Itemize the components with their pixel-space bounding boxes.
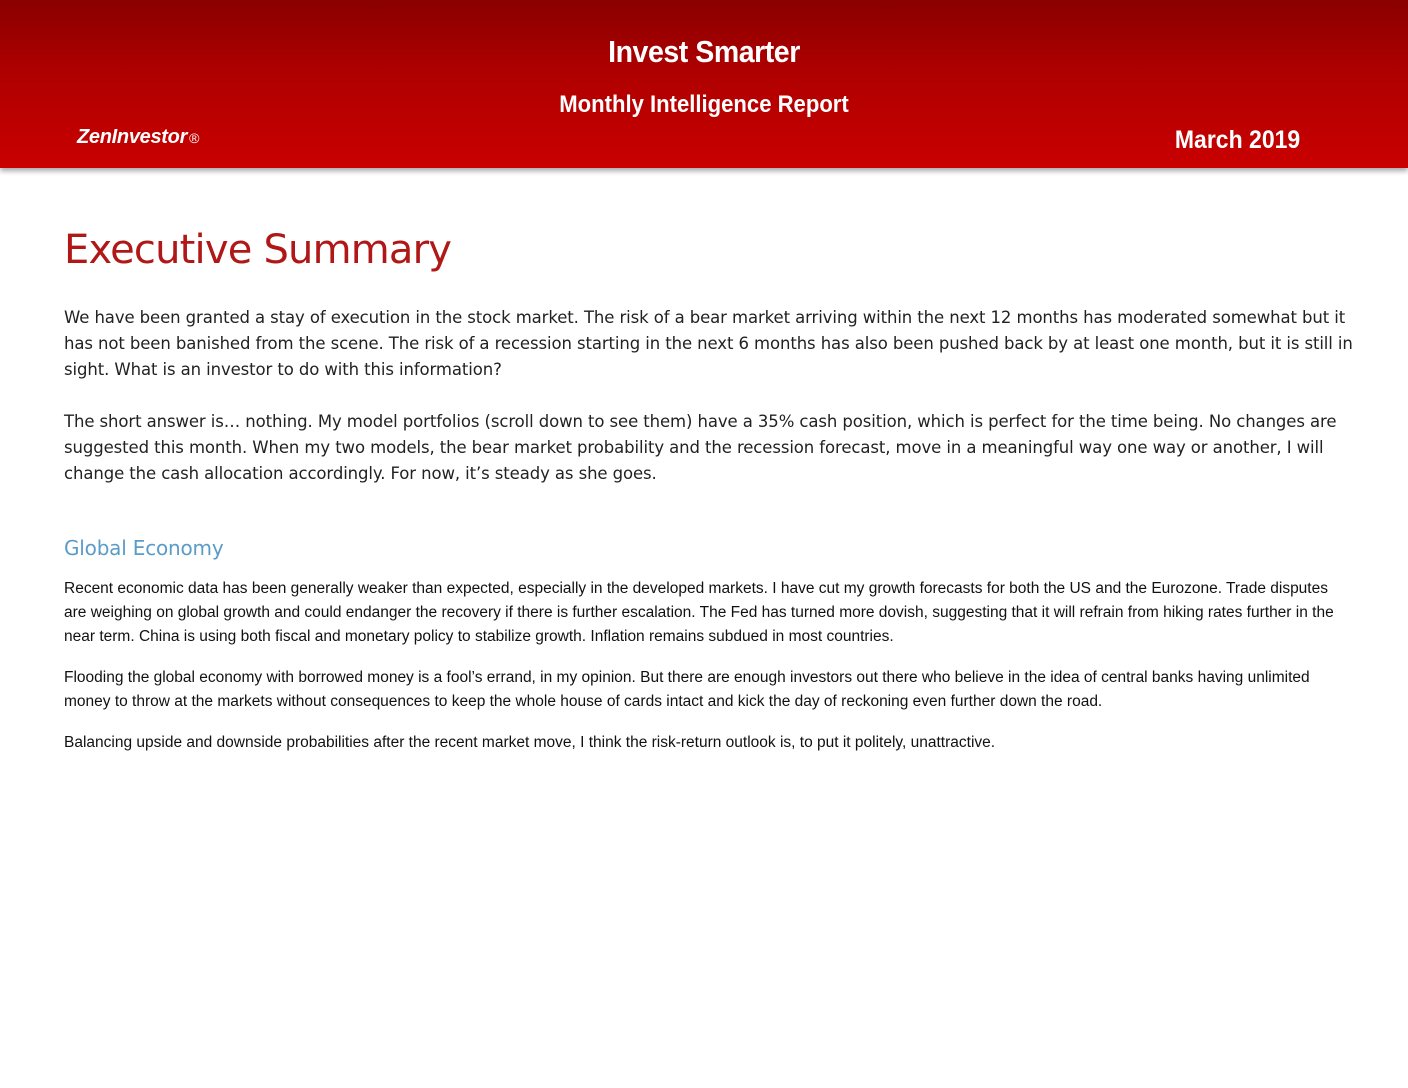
report-subtitle: Monthly Intelligence Report bbox=[559, 91, 849, 118]
registered-mark: ® bbox=[189, 130, 200, 146]
brand-logo bbox=[77, 126, 199, 149]
economy-paragraph: Flooding the global economy with borrowed money is a fool’s errand, in my opinion. But there are enough investors out there who believe in the idea of central banks having unlimited money to throw at the markets without consequences to keep the whole house of cards intact and kick the day of reckoning even further down the road. bbox=[64, 669, 1310, 710]
header-banner bbox=[0, 0, 1408, 168]
economy-paragraph: Balancing upside and downside probabilities after the recent market move, I think the risk-return outlook is, to put it politely, unattractive. bbox=[64, 734, 996, 751]
economy-paragraph: Recent economic data has been generally weaker than expected, especially in the developed markets. I have cut my growth forecasts for both the US and the Eurozone. Trade disputes are weighing on global growth and could endanger the recovery if there is further escalation. The Fed has turned more dovish, suggesting that it will refrain from hiking rates further in the near term. China is using both fiscal and monetary policy to stabilize growth. Inflation remains subdued in most countries. bbox=[64, 580, 1334, 645]
executive-summary-heading: Executive Summary bbox=[64, 227, 452, 273]
global-economy-heading: Global Economy bbox=[64, 536, 224, 560]
report-title: Invest Smarter bbox=[608, 34, 800, 69]
summary-paragraph: We have been granted a stay of execution in the stock market. The risk of a bear market arriving within the next 12 months has moderated somewhat but it has not been banished from the scene. The risk of a recession starting in the next 6 months has also been pushed back by at least one month, but it is still in sight. What is an investor to do with this information? bbox=[64, 308, 1353, 379]
brand-name: ZenInvestor bbox=[77, 126, 188, 148]
summary-paragraph: The short answer is… nothing. My model portfolios (scroll down to see them) have a 35% cash position, which is perfect for the time being. No changes are suggested this month. When my two models, the bear market probability and the recession forecast, move in a meaningful way one way or another, I will change the cash allocation accordingly. For now, it’s steady as she goes. bbox=[64, 412, 1337, 483]
report-date: March 2019 bbox=[1174, 126, 1300, 154]
main-content bbox=[64, 222, 1354, 755]
